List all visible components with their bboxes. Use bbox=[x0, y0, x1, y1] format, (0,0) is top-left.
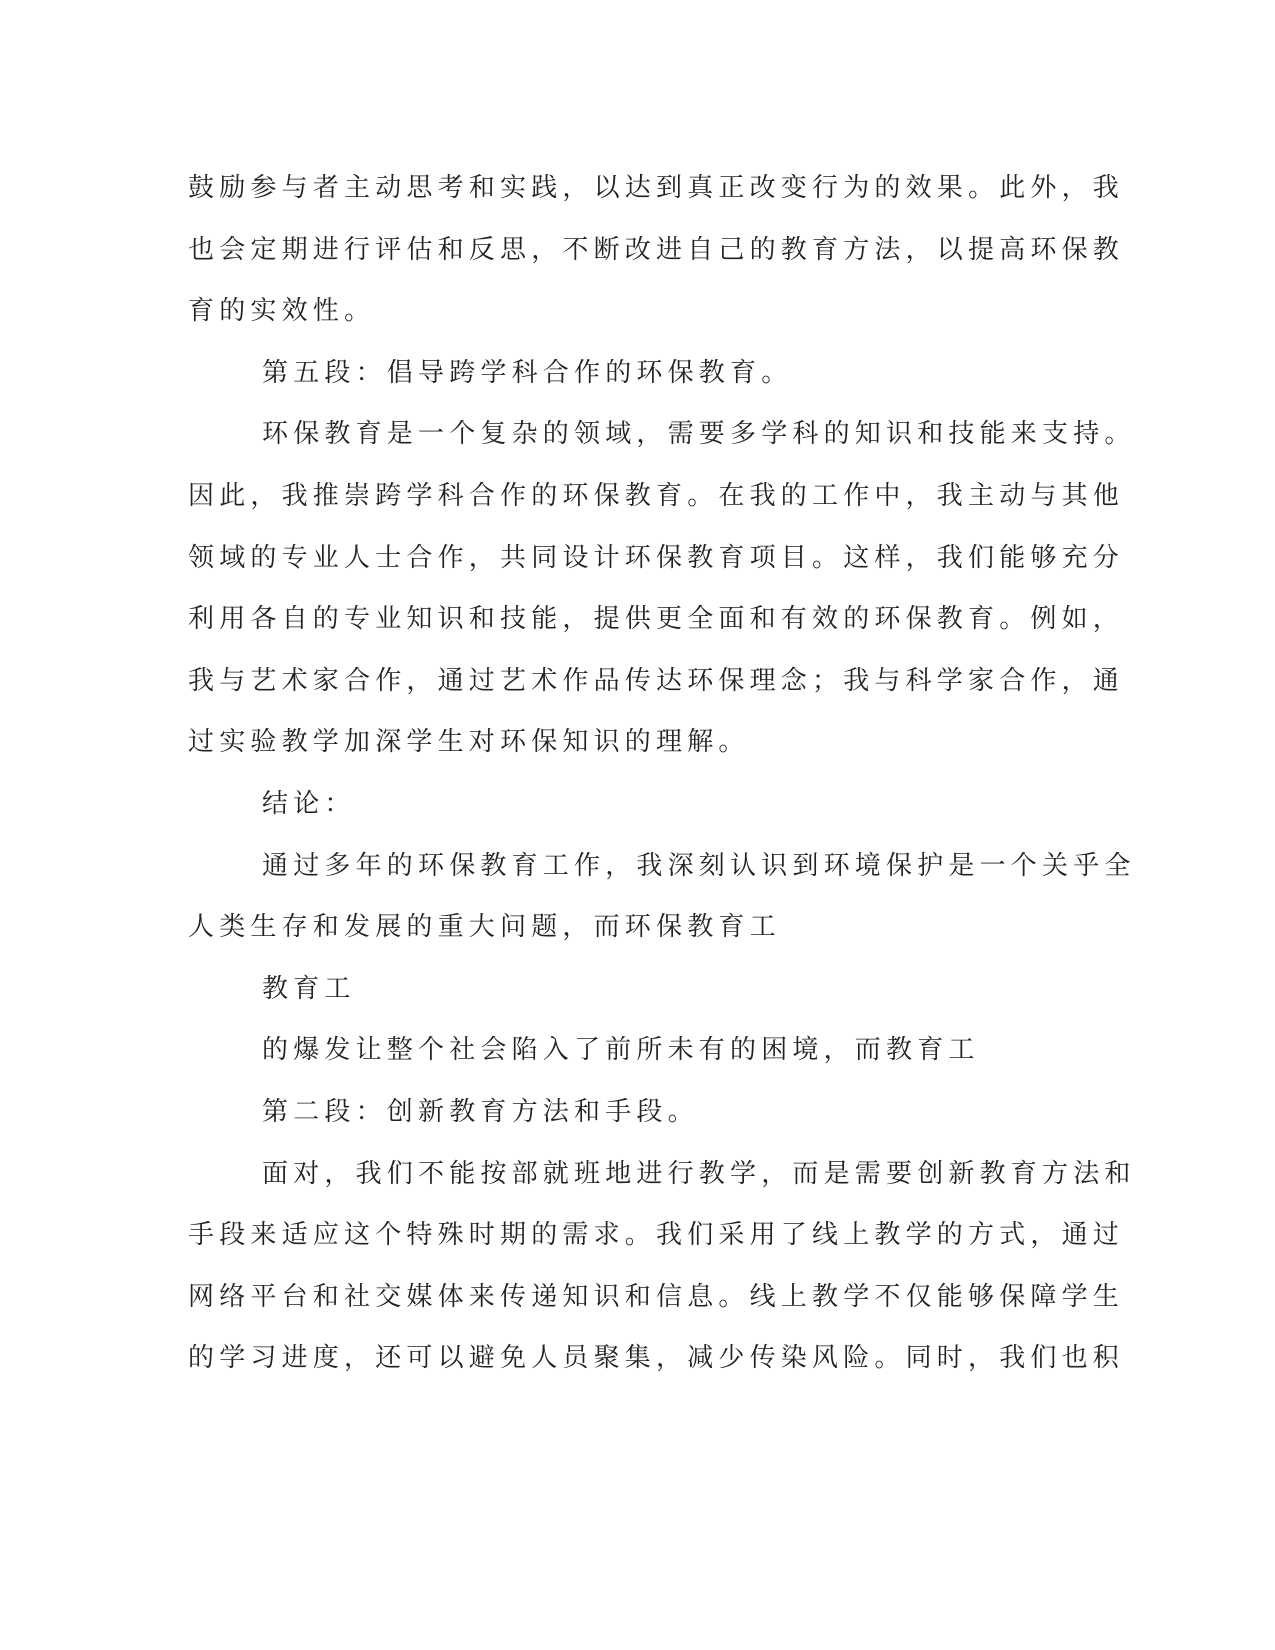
text-line: 也会定期进行评估和反思，不断改进自己的教育方法，以提高环保教 bbox=[188, 234, 1125, 265]
text-line: 利用各自的专业知识和技能，提供更全面和有效的环保教育。例如， bbox=[188, 604, 1125, 635]
text-line: 鼓励参与者主动思考和实践，以达到真正改变行为的效果。此外，我 bbox=[188, 173, 1125, 203]
text-line: 通过多年的环保教育工作，我深刻认识到环境保护是一个关乎全 bbox=[262, 850, 1136, 881]
text-line: 育的实效性。 bbox=[188, 296, 376, 327]
text-line: 的学习进度，还可以避免人员聚集，减少传染风险。同时，我们也积 bbox=[188, 1343, 1125, 1374]
text-line: 因此，我推崇跨学科合作的环保教育。在我的工作中，我主动与其他 bbox=[188, 480, 1125, 511]
text-line: 的爆发让整个社会陷入了前所未有的困境，而教育工 bbox=[262, 1035, 980, 1066]
text-line: 面对，我们不能按部就班地进行教学，而是需要创新教育方法和 bbox=[262, 1158, 1136, 1189]
text-line: 过实验教学加深学生对环保知识的理解。 bbox=[188, 727, 750, 758]
text-line: 环保教育是一个复杂的领域，需要多学科的知识和技能来支持。 bbox=[262, 419, 1136, 450]
text-line: 领域的专业人士合作，共同设计环保教育项目。这样，我们能够充分 bbox=[188, 542, 1125, 573]
text-line: 手段来适应这个特殊时期的需求。我们采用了线上教学的方式，通过 bbox=[188, 1220, 1125, 1251]
section-heading: 结论： bbox=[262, 788, 356, 819]
text-line: 我与艺术家合作，通过艺术作品传达环保理念；我与科学家合作，通 bbox=[188, 665, 1125, 696]
section-heading: 第五段：倡导跨学科合作的环保教育。 bbox=[262, 357, 793, 388]
document-body bbox=[188, 158, 1136, 1390]
section-heading: 第二段：创新教育方法和手段。 bbox=[262, 1096, 699, 1127]
text-line: 人类生存和发展的重大问题，而环保教育工 bbox=[188, 912, 781, 943]
text-line: 教育工 bbox=[262, 973, 356, 1004]
text-line: 网络平台和社交媒体来传递知识和信息。线上教学不仅能够保障学生 bbox=[188, 1281, 1125, 1312]
